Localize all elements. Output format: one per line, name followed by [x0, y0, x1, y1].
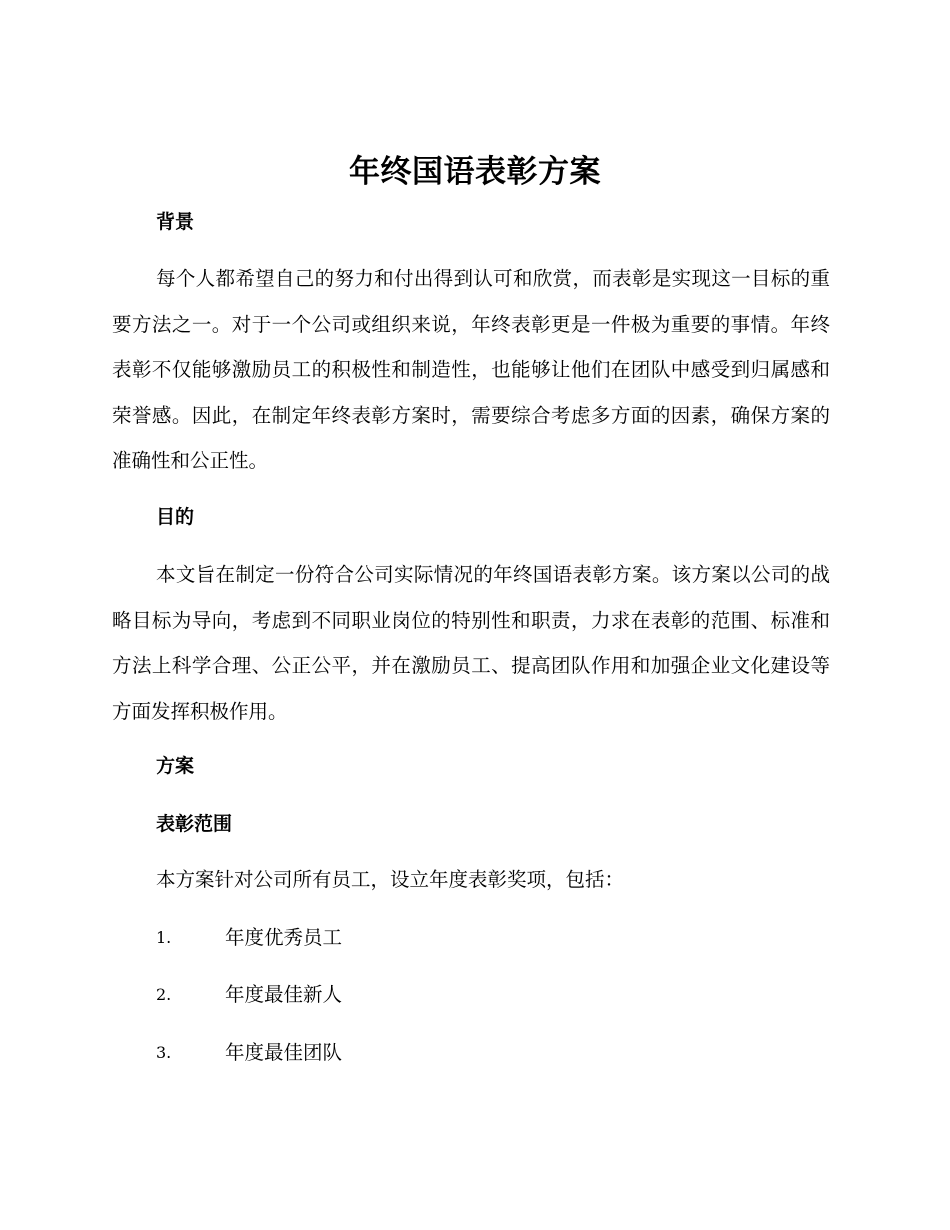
section-heading-background: 背景	[156, 211, 195, 233]
list-item-text: 年度优秀员工	[225, 926, 343, 949]
list-item-number: 3.	[156, 1043, 172, 1062]
scope-intro: 本方案针对公司所有员工，设立年度表彰奖项，包括：	[156, 868, 625, 891]
section-heading-scope: 表彰范围	[156, 813, 233, 835]
section-heading-purpose: 目的	[156, 506, 195, 528]
purpose-paragraph: 本文旨在制定一份符合公司实际情况的年终国语表彰方案。该方案以公司的战略目标为导向，考虑到不同职业岗位的特别性和职责，力求在表彰的范围、标准和方法上科学合理、公正公平，并在激励员工、提高团队作用和加强企业文化建设等方面发挥积极作用。	[112, 563, 830, 723]
list-item-number: 1.	[156, 928, 172, 947]
list-item-number: 2.	[156, 985, 172, 1004]
document-title: 年终国语表彰方案	[349, 154, 601, 190]
section-heading-plan: 方案	[156, 755, 195, 777]
list-item-text: 年度最佳团队	[225, 1041, 343, 1064]
list-item-text: 年度最佳新人	[225, 983, 343, 1006]
background-paragraph: 每个人都希望自己的努力和付出得到认可和欣赏，而表彰是实现这一目标的重要方法之一。对于一个公司或组织来说，年终表彰更是一件极为重要的事情。年终表彰不仅能够激励员工的积极性和制造性，也能够让他们在团队中感受到归属感和荣誉感。因此，在制定年终表彰方案时，需要综合考虑多方面的因素，确保方案的准确性和公正性。	[112, 267, 830, 472]
